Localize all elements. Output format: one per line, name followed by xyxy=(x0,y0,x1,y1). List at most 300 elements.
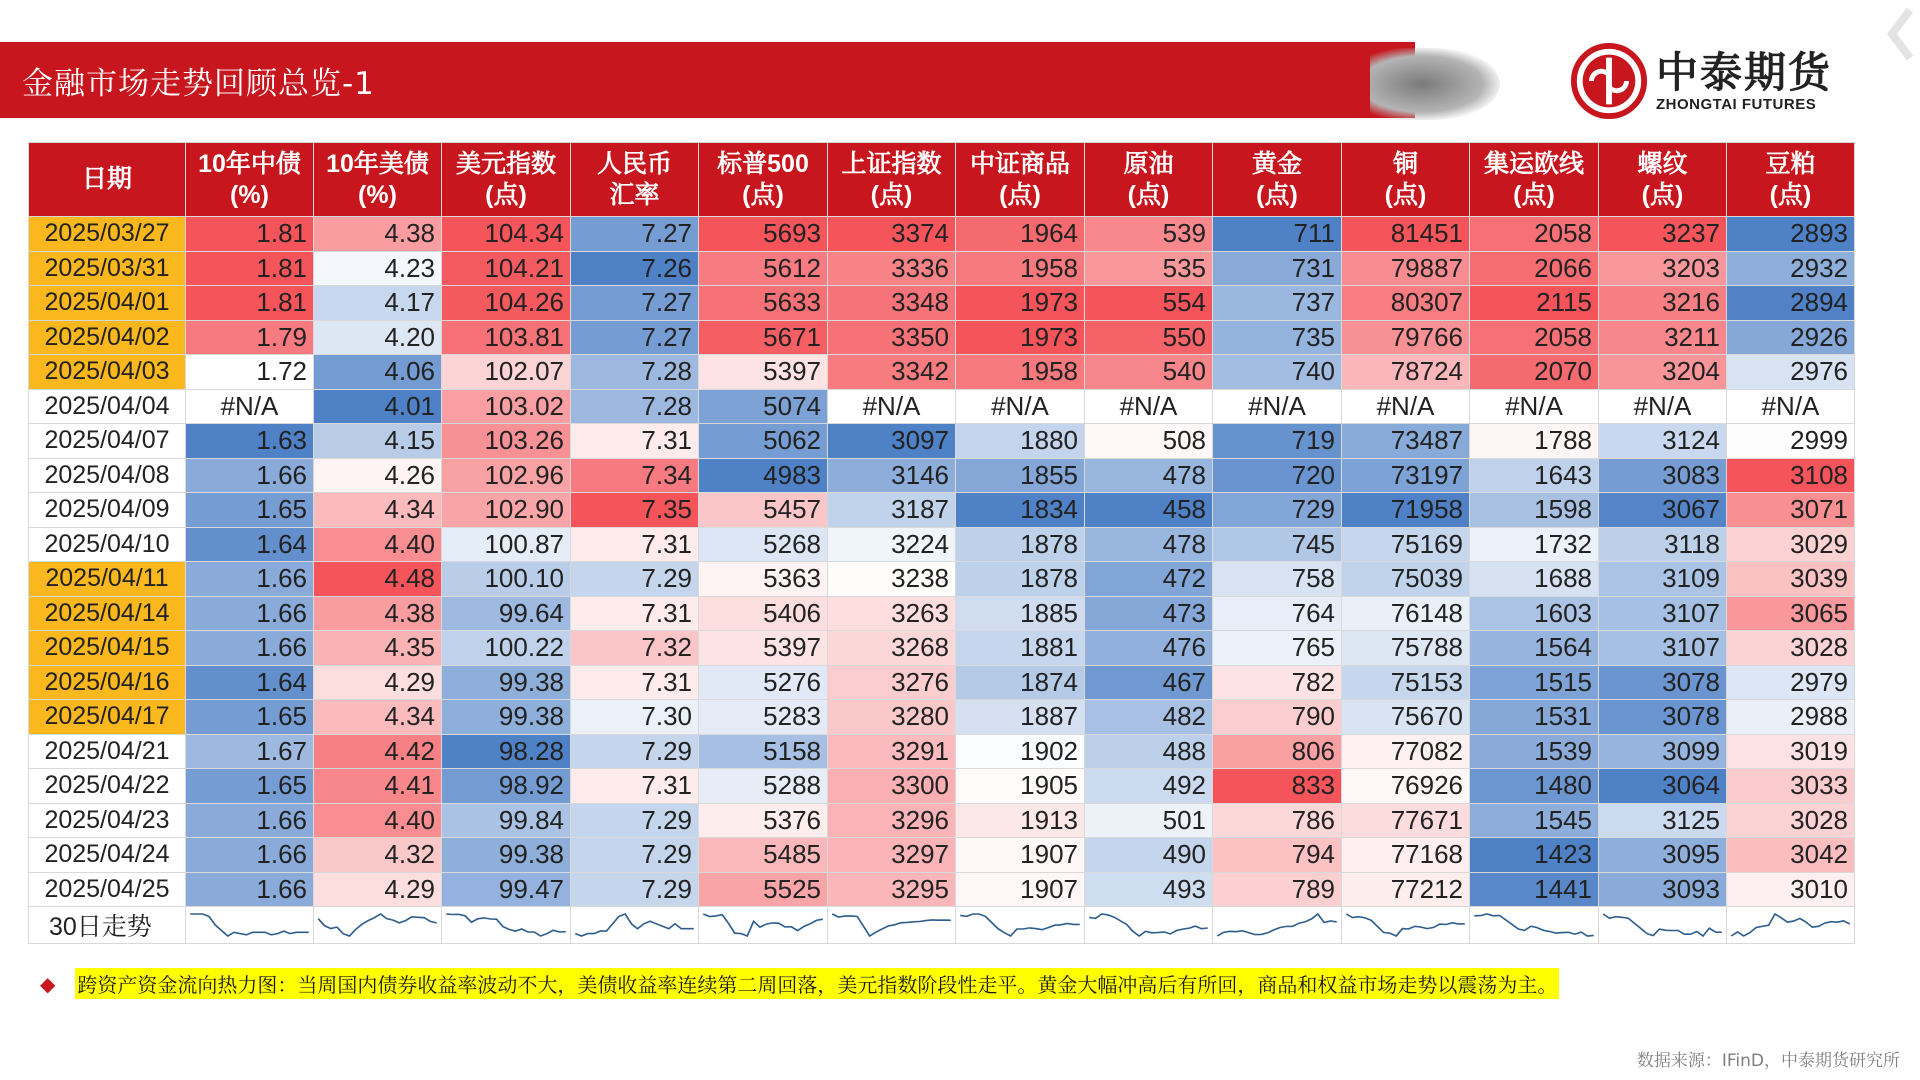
value-cell: 7.26 xyxy=(571,251,699,286)
value-cell: 2058 xyxy=(1470,320,1599,355)
value-cell: #N/A xyxy=(1342,389,1470,424)
sparkline xyxy=(699,909,827,941)
date-cell: 2025/04/09 xyxy=(29,493,186,528)
value-cell: 3071 xyxy=(1727,493,1855,528)
sparkline-cell xyxy=(314,907,442,944)
value-cell: 100.22 xyxy=(442,631,571,666)
table-row xyxy=(29,562,1855,597)
value-cell: 4.34 xyxy=(314,700,442,735)
sparkline-path xyxy=(1731,914,1850,936)
value-cell: 4.48 xyxy=(314,562,442,597)
sparkline-path xyxy=(446,914,565,936)
value-cell: 7.31 xyxy=(571,769,699,804)
value-cell: 3276 xyxy=(828,665,956,700)
sparkline xyxy=(1727,909,1854,941)
value-cell: 76148 xyxy=(1342,596,1470,631)
value-cell: 719 xyxy=(1213,424,1342,459)
sparkline-cell xyxy=(1470,907,1599,944)
column-header xyxy=(1085,143,1213,217)
value-cell: 2058 xyxy=(1470,217,1599,252)
table-row xyxy=(29,734,1855,769)
value-cell: 1907 xyxy=(956,838,1085,873)
sparkline-path xyxy=(190,914,309,936)
column-header-label: 人民币 xyxy=(596,149,672,178)
value-cell: 467 xyxy=(1085,665,1213,700)
value-cell: 102.96 xyxy=(442,458,571,493)
date-cell: 2025/04/23 xyxy=(29,803,186,838)
date-cell: 2025/04/01 xyxy=(29,286,186,321)
value-cell: 104.34 xyxy=(442,217,571,252)
column-header-label: 螺纹 xyxy=(1637,149,1688,178)
value-cell: 731 xyxy=(1213,251,1342,286)
value-cell: 5363 xyxy=(699,562,828,597)
value-cell: 535 xyxy=(1085,251,1213,286)
value-cell: #N/A xyxy=(1085,389,1213,424)
table-row xyxy=(29,493,1855,528)
value-cell: 1.64 xyxy=(186,665,314,700)
sparkline-path xyxy=(1217,914,1336,936)
sparkline-cell xyxy=(828,907,956,944)
value-cell: 3374 xyxy=(828,217,956,252)
value-cell: 2893 xyxy=(1727,217,1855,252)
column-header-label: 标普500 xyxy=(717,149,809,178)
value-cell: 5612 xyxy=(699,251,828,286)
sparkline xyxy=(186,909,313,941)
table-body xyxy=(29,217,1855,944)
value-cell: 5397 xyxy=(699,631,828,666)
corner-chevron-icon xyxy=(1886,6,1914,62)
value-cell: 1564 xyxy=(1470,631,1599,666)
value-cell: 3109 xyxy=(1599,562,1727,597)
column-header xyxy=(186,143,314,217)
value-cell: 7.28 xyxy=(571,355,699,390)
sparkline xyxy=(1470,909,1598,941)
column-header xyxy=(442,143,571,217)
column-header-unit: 汇率 xyxy=(609,180,660,209)
value-cell: 3097 xyxy=(828,424,956,459)
value-cell: 786 xyxy=(1213,803,1342,838)
value-cell: 3028 xyxy=(1727,803,1855,838)
title-bar-shadow xyxy=(1370,48,1500,120)
sparkline xyxy=(571,909,698,941)
trend-row xyxy=(29,907,1855,944)
value-cell: 1874 xyxy=(956,665,1085,700)
value-cell: 765 xyxy=(1213,631,1342,666)
value-cell: 3095 xyxy=(1599,838,1727,873)
value-cell: 1.66 xyxy=(186,562,314,597)
table-row xyxy=(29,631,1855,666)
table-row xyxy=(29,700,1855,735)
value-cell: 1688 xyxy=(1470,562,1599,597)
value-cell: #N/A xyxy=(1727,389,1855,424)
value-cell: 104.21 xyxy=(442,251,571,286)
value-cell: 4.15 xyxy=(314,424,442,459)
value-cell: 789 xyxy=(1213,872,1342,907)
value-cell: 2926 xyxy=(1727,320,1855,355)
value-cell: 745 xyxy=(1213,527,1342,562)
column-header-unit: (点) xyxy=(1384,180,1427,209)
value-cell: 3268 xyxy=(828,631,956,666)
value-cell: 2070 xyxy=(1470,355,1599,390)
sparkline xyxy=(1599,909,1726,941)
value-cell: #N/A xyxy=(1470,389,1599,424)
date-cell: 2025/04/21 xyxy=(29,734,186,769)
column-header-label: 原油 xyxy=(1123,149,1174,178)
value-cell: 1515 xyxy=(1470,665,1599,700)
value-cell: 103.81 xyxy=(442,320,571,355)
table-row xyxy=(29,596,1855,631)
value-cell: 3350 xyxy=(828,320,956,355)
value-cell: 71958 xyxy=(1342,493,1470,528)
value-cell: 75670 xyxy=(1342,700,1470,735)
value-cell: 1878 xyxy=(956,562,1085,597)
date-cell: 2025/04/17 xyxy=(29,700,186,735)
diamond-bullet-icon: ◆ xyxy=(40,971,56,996)
logo-name-en: ZHONGTAI FUTURES xyxy=(1656,95,1817,113)
value-cell: 3336 xyxy=(828,251,956,286)
column-header xyxy=(828,143,956,217)
value-cell: #N/A xyxy=(1599,389,1727,424)
table-row xyxy=(29,769,1855,804)
date-cell: 2025/03/27 xyxy=(29,217,186,252)
value-cell: 1480 xyxy=(1470,769,1599,804)
sparkline-path xyxy=(960,914,1079,936)
value-cell: 3204 xyxy=(1599,355,1727,390)
value-cell: 79887 xyxy=(1342,251,1470,286)
value-cell: 1885 xyxy=(956,596,1085,631)
value-cell: 3064 xyxy=(1599,769,1727,804)
sparkline-path xyxy=(575,914,694,936)
value-cell: 539 xyxy=(1085,217,1213,252)
sparkline-cell xyxy=(1599,907,1727,944)
value-cell: 5457 xyxy=(699,493,828,528)
value-cell: 1.81 xyxy=(186,251,314,286)
sparkline-cell xyxy=(1213,907,1342,944)
value-cell: 7.34 xyxy=(571,458,699,493)
value-cell: 77082 xyxy=(1342,734,1470,769)
value-cell: 5671 xyxy=(699,320,828,355)
value-cell: 1907 xyxy=(956,872,1085,907)
table-row xyxy=(29,389,1855,424)
column-header xyxy=(1599,143,1727,217)
value-cell: 7.32 xyxy=(571,631,699,666)
column-header-unit: (点) xyxy=(1513,180,1555,209)
value-cell: 3146 xyxy=(828,458,956,493)
column-header xyxy=(1727,143,1855,217)
column-header-label: 日期 xyxy=(81,165,132,193)
column-header xyxy=(1213,143,1342,217)
sparkline-cell xyxy=(699,907,828,944)
value-cell: 488 xyxy=(1085,734,1213,769)
sparkline xyxy=(1213,909,1341,941)
value-cell: 7.31 xyxy=(571,527,699,562)
value-cell: 3125 xyxy=(1599,803,1727,838)
value-cell: 77212 xyxy=(1342,872,1470,907)
date-cell: 2025/04/25 xyxy=(29,872,186,907)
value-cell: 73197 xyxy=(1342,458,1470,493)
value-cell: 1788 xyxy=(1470,424,1599,459)
value-cell: 4983 xyxy=(699,458,828,493)
value-cell: 2115 xyxy=(1470,286,1599,321)
value-cell: 102.90 xyxy=(442,493,571,528)
value-cell: 1643 xyxy=(1470,458,1599,493)
value-cell: 4.38 xyxy=(314,596,442,631)
value-cell: 554 xyxy=(1085,286,1213,321)
value-cell: 1834 xyxy=(956,493,1085,528)
value-cell: 3065 xyxy=(1727,596,1855,631)
sparkline-cell xyxy=(1727,907,1855,944)
column-header xyxy=(1342,143,1470,217)
value-cell: 78724 xyxy=(1342,355,1470,390)
value-cell: 99.38 xyxy=(442,700,571,735)
value-cell: 73487 xyxy=(1342,424,1470,459)
value-cell: 490 xyxy=(1085,838,1213,873)
value-cell: 75169 xyxy=(1342,527,1470,562)
value-cell: 75153 xyxy=(1342,665,1470,700)
value-cell: 3083 xyxy=(1599,458,1727,493)
column-header-label: 10年中债 xyxy=(198,149,301,178)
value-cell: 3238 xyxy=(828,562,956,597)
value-cell: 3033 xyxy=(1727,769,1855,804)
value-cell: 7.31 xyxy=(571,665,699,700)
column-header-unit: (点) xyxy=(1127,180,1170,209)
value-cell: 1973 xyxy=(956,320,1085,355)
value-cell: 7.27 xyxy=(571,217,699,252)
sparkline-path xyxy=(703,914,822,936)
value-cell: 5525 xyxy=(699,872,828,907)
value-cell: 1880 xyxy=(956,424,1085,459)
sparkline xyxy=(442,909,570,941)
value-cell: 1.65 xyxy=(186,493,314,528)
value-cell: 3216 xyxy=(1599,286,1727,321)
value-cell: 833 xyxy=(1213,769,1342,804)
value-cell: 782 xyxy=(1213,665,1342,700)
table-header-row xyxy=(29,143,1855,217)
date-cell: 2025/04/07 xyxy=(29,424,186,459)
value-cell: #N/A xyxy=(828,389,956,424)
value-cell: 720 xyxy=(1213,458,1342,493)
value-cell: 7.30 xyxy=(571,700,699,735)
value-cell: 7.31 xyxy=(571,596,699,631)
heatmap-table xyxy=(28,142,1855,944)
value-cell: 4.38 xyxy=(314,217,442,252)
column-header-unit: (点) xyxy=(485,180,527,209)
value-cell: 3348 xyxy=(828,286,956,321)
sparkline xyxy=(314,909,441,941)
value-cell: #N/A xyxy=(186,389,314,424)
value-cell: 3203 xyxy=(1599,251,1727,286)
date-cell: 2025/04/14 xyxy=(29,596,186,631)
value-cell: 3108 xyxy=(1727,458,1855,493)
value-cell: 735 xyxy=(1213,320,1342,355)
column-header-label: 10年美债 xyxy=(326,149,429,178)
value-cell: 103.02 xyxy=(442,389,571,424)
value-cell: 790 xyxy=(1213,700,1342,735)
sparkline-cell xyxy=(956,907,1085,944)
value-cell: 5693 xyxy=(699,217,828,252)
value-cell: 4.40 xyxy=(314,527,442,562)
trend-label: 30日走势 xyxy=(29,907,186,944)
table-row xyxy=(29,872,1855,907)
sparkline-cell xyxy=(1085,907,1213,944)
value-cell: 76926 xyxy=(1342,769,1470,804)
value-cell: 3028 xyxy=(1727,631,1855,666)
value-cell: 550 xyxy=(1085,320,1213,355)
value-cell: 3039 xyxy=(1727,562,1855,597)
value-cell: 1545 xyxy=(1470,803,1599,838)
value-cell: 5485 xyxy=(699,838,828,873)
value-cell: 99.47 xyxy=(442,872,571,907)
date-cell: 2025/04/16 xyxy=(29,665,186,700)
table-row xyxy=(29,286,1855,321)
value-cell: 540 xyxy=(1085,355,1213,390)
value-cell: 501 xyxy=(1085,803,1213,838)
value-cell: 1423 xyxy=(1470,838,1599,873)
value-cell: 80307 xyxy=(1342,286,1470,321)
zhongtai-logo-icon xyxy=(1570,42,1648,120)
value-cell: 75039 xyxy=(1342,562,1470,597)
value-cell: 1958 xyxy=(956,355,1085,390)
value-cell: 5288 xyxy=(699,769,828,804)
value-cell: 476 xyxy=(1085,631,1213,666)
value-cell: 4.40 xyxy=(314,803,442,838)
value-cell: 7.29 xyxy=(571,838,699,873)
value-cell: 3010 xyxy=(1727,872,1855,907)
sparkline-path xyxy=(1603,914,1722,936)
value-cell: 5397 xyxy=(699,355,828,390)
value-cell: 4.35 xyxy=(314,631,442,666)
value-cell: 99.84 xyxy=(442,803,571,838)
value-cell: 5376 xyxy=(699,803,828,838)
sparkline-path xyxy=(1089,914,1208,936)
value-cell: 1531 xyxy=(1470,700,1599,735)
column-header xyxy=(1470,143,1599,217)
value-cell: 1.66 xyxy=(186,596,314,631)
value-cell: 4.06 xyxy=(314,355,442,390)
value-cell: 1.66 xyxy=(186,803,314,838)
sparkline-path xyxy=(1474,914,1593,936)
value-cell: 77671 xyxy=(1342,803,1470,838)
page-title: 金融市场走势回顾总览-1 xyxy=(22,65,375,102)
sparkline-path xyxy=(832,914,951,936)
value-cell: 4.41 xyxy=(314,769,442,804)
value-cell: 3067 xyxy=(1599,493,1727,528)
value-cell: 1958 xyxy=(956,251,1085,286)
value-cell: 3296 xyxy=(828,803,956,838)
column-header-unit: (点) xyxy=(742,180,784,209)
value-cell: 98.28 xyxy=(442,734,571,769)
commentary xyxy=(40,968,1559,999)
sparkline xyxy=(1085,909,1212,941)
sparkline xyxy=(956,909,1084,941)
value-cell: 1964 xyxy=(956,217,1085,252)
value-cell: 3099 xyxy=(1599,734,1727,769)
value-cell: 5158 xyxy=(699,734,828,769)
sparkline-cell xyxy=(442,907,571,944)
value-cell: 4.23 xyxy=(314,251,442,286)
column-header-unit: (点) xyxy=(870,180,913,209)
value-cell: 1.66 xyxy=(186,872,314,907)
sparkline xyxy=(828,909,955,941)
column-header-label: 豆粕 xyxy=(1765,149,1816,178)
value-cell: 794 xyxy=(1213,838,1342,873)
date-cell: 2025/04/03 xyxy=(29,355,186,390)
value-cell: 737 xyxy=(1213,286,1342,321)
value-cell: 1913 xyxy=(956,803,1085,838)
value-cell: 99.38 xyxy=(442,665,571,700)
value-cell: 1.79 xyxy=(186,320,314,355)
value-cell: 5633 xyxy=(699,286,828,321)
column-header xyxy=(29,143,186,217)
value-cell: 5406 xyxy=(699,596,828,631)
value-cell: 3291 xyxy=(828,734,956,769)
company-logo xyxy=(1570,42,1832,120)
column-header-label: 铜 xyxy=(1392,149,1418,178)
value-cell: 7.29 xyxy=(571,562,699,597)
value-cell: 7.35 xyxy=(571,493,699,528)
value-cell: 3295 xyxy=(828,872,956,907)
value-cell: 4.29 xyxy=(314,665,442,700)
value-cell: 1855 xyxy=(956,458,1085,493)
date-cell: 2025/03/31 xyxy=(29,251,186,286)
value-cell: 1.64 xyxy=(186,527,314,562)
value-cell: 3211 xyxy=(1599,320,1727,355)
value-cell: 3297 xyxy=(828,838,956,873)
value-cell: 1603 xyxy=(1470,596,1599,631)
value-cell: 1902 xyxy=(956,734,1085,769)
date-cell: 2025/04/15 xyxy=(29,631,186,666)
value-cell: 1905 xyxy=(956,769,1085,804)
value-cell: 4.29 xyxy=(314,872,442,907)
value-cell: 2976 xyxy=(1727,355,1855,390)
value-cell: 81451 xyxy=(1342,217,1470,252)
value-cell: 482 xyxy=(1085,700,1213,735)
value-cell: 1.72 xyxy=(186,355,314,390)
value-cell: 740 xyxy=(1213,355,1342,390)
column-header-label: 上证指数 xyxy=(841,149,942,178)
date-cell: 2025/04/04 xyxy=(29,389,186,424)
value-cell: 7.27 xyxy=(571,320,699,355)
value-cell: 2979 xyxy=(1727,665,1855,700)
column-header xyxy=(699,143,828,217)
value-cell: 493 xyxy=(1085,872,1213,907)
value-cell: 7.29 xyxy=(571,734,699,769)
value-cell: 3237 xyxy=(1599,217,1727,252)
column-header-label: 集运欧线 xyxy=(1483,149,1584,178)
sparkline-path xyxy=(318,914,437,936)
table-row xyxy=(29,838,1855,873)
sparkline-path xyxy=(1346,914,1465,936)
value-cell: 104.26 xyxy=(442,286,571,321)
value-cell: 102.07 xyxy=(442,355,571,390)
value-cell: 4.42 xyxy=(314,734,442,769)
value-cell: 5268 xyxy=(699,527,828,562)
value-cell: 478 xyxy=(1085,527,1213,562)
value-cell: 3029 xyxy=(1727,527,1855,562)
value-cell: 758 xyxy=(1213,562,1342,597)
table-row xyxy=(29,458,1855,493)
data-source: 数据来源：IFinD，中泰期货研究所 xyxy=(1636,1051,1900,1071)
value-cell: 3224 xyxy=(828,527,956,562)
value-cell: 472 xyxy=(1085,562,1213,597)
value-cell: 99.64 xyxy=(442,596,571,631)
table-row xyxy=(29,217,1855,252)
value-cell: 4.17 xyxy=(314,286,442,321)
value-cell: 2894 xyxy=(1727,286,1855,321)
table-row xyxy=(29,527,1855,562)
sparkline xyxy=(1342,909,1469,941)
value-cell: 1.66 xyxy=(186,458,314,493)
